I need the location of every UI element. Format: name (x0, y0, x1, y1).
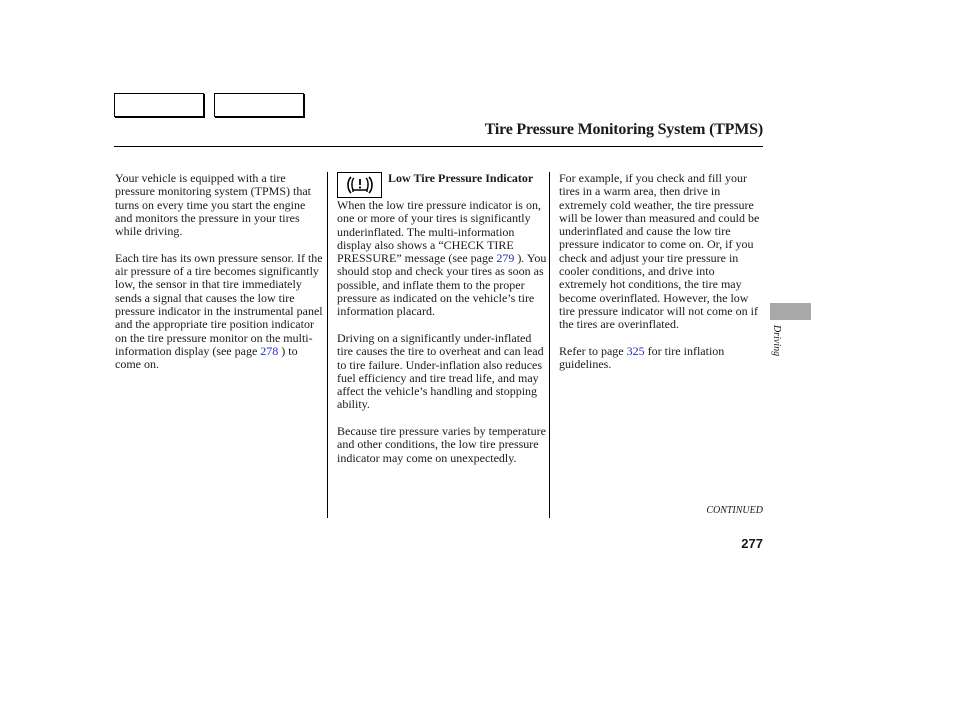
section-label: Driving (771, 325, 782, 357)
nav-button-index[interactable] (214, 93, 304, 117)
paragraph (115, 252, 323, 372)
page-link-278[interactable]: 278 (260, 343, 279, 358)
column-left (115, 172, 323, 385)
paragraph: Because tire pressure varies by temperature and other conditions, the low tire pressure indicator may come on unexpectedly. (337, 424, 546, 465)
paragraph-text: Refer to page (559, 343, 627, 358)
indicator-heading-text: Low Tire Pressure Indicator (388, 171, 534, 185)
paragraph: Your vehicle is equipped with a tire pressure monitoring system (TPMS) that turns on every time you start the engine and monitors the pressure in your tires while driving. (115, 171, 311, 239)
column-right (559, 172, 765, 385)
paragraph-text: Each tire has its own pressure sensor. If the air pressure of a tire becomes significantly low, the sensor in that tire immediately sends a signal that causes the low tire pressure indicator in the instrumental panel and the appropriate tire position indicator on the tire pressure monitor on the multi-information display (see page (115, 250, 323, 358)
tire-pressure-warning-icon (337, 172, 382, 198)
page-link-279[interactable]: 279 (496, 251, 515, 266)
paragraph (337, 199, 547, 319)
column-divider (549, 172, 550, 518)
column-divider (327, 172, 328, 518)
paragraph (559, 345, 765, 372)
title-divider (114, 146, 763, 147)
indicator-heading (337, 172, 547, 199)
column-middle (337, 172, 547, 478)
page-link-325[interactable]: 325 (626, 343, 645, 358)
paragraph-text: ). You should stop and check your tires as soon as possible, and inflate them to the proper pressure as indicated on the vehicle’s tire information placard. (337, 251, 547, 319)
paragraph: Driving on a significantly under-inflated tire causes the tire to overheat and can lead to tire failure. Under-inflation also reduces fuel efficiency and tire tread life, and may affect the vehicle’s handling and stopping ability. (337, 330, 544, 412)
continued-label: CONTINUED (706, 505, 763, 516)
paragraph-text: When the low tire pressure indicator is on, one or more of your tires is significantly underinflated. The multi-information display also shows a “CHECK TIRE PRESSURE” message (see page (337, 198, 541, 266)
nav-button-main-menu[interactable] (114, 93, 204, 117)
paragraph-text: for tire inflation guidelines. (559, 343, 725, 372)
section-tab-marker[interactable] (770, 303, 811, 320)
page-number: 277 (741, 536, 763, 551)
paragraph-text: ) to come on. (115, 343, 298, 372)
page-title: Tire Pressure Monitoring System (TPMS) (484, 121, 763, 138)
paragraph: For example, if you check and fill your tires in a warm area, then drive in extremely cold weather, the tire pressure will be lower than measured and could be underinflated and cause the low tire pressure indicator to come on. Or, if you check and adjust your tire pressure in cooler conditions, and drive into extremely hot conditions, the tire may become overinflated. However, the low tire pressure indicator will not come on if the tires are overinflated. (559, 171, 760, 332)
